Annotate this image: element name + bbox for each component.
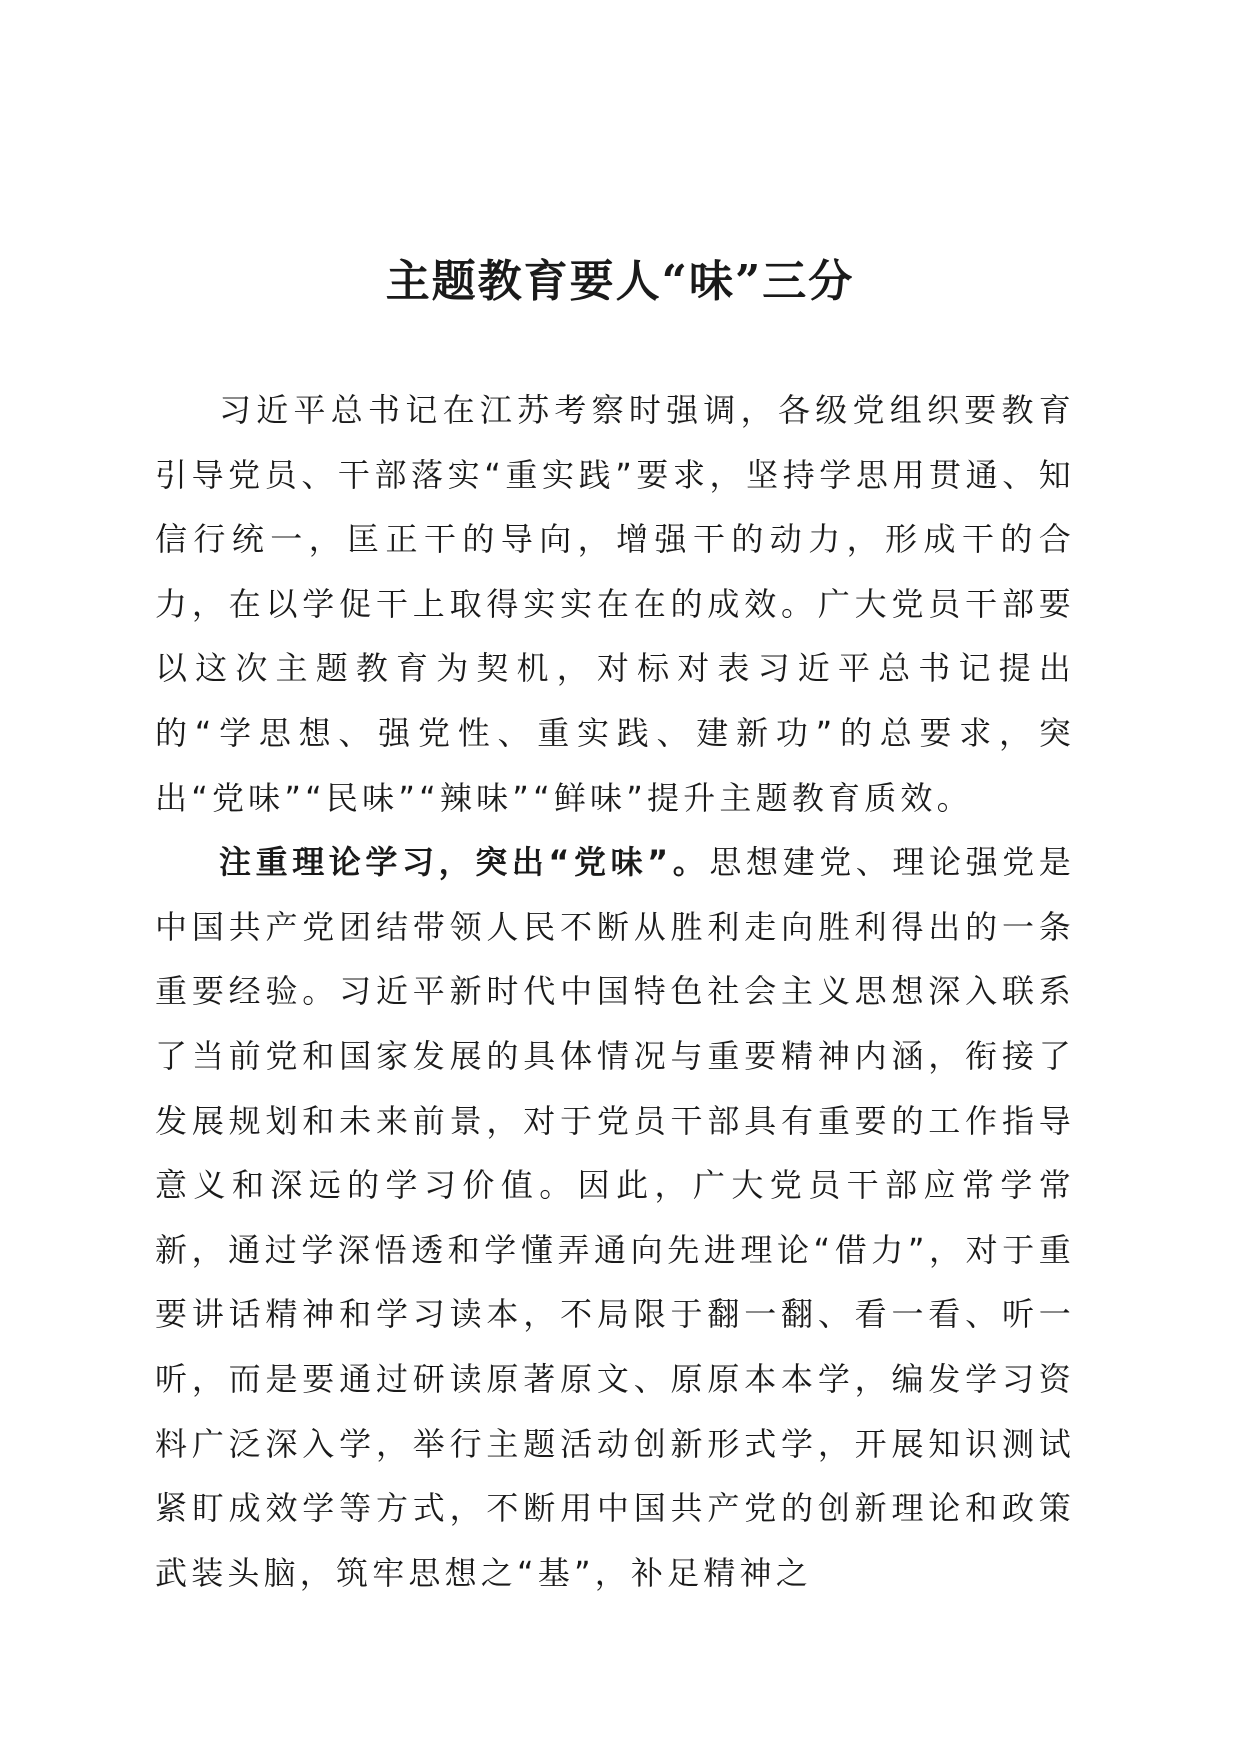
paragraph-text: 思想建党、理论强党是中国共产党团结带领人民不断从胜利走向胜利得出的一条重要经验。习近平新时代中国特色社会主义思想深入联系了当前党和国家发展的具体情况与重要精神内涵，衔接了发展规划和未来前景，对于党员干部具有重要的工作指导意义和深远的学习价值。因此，广大党员干部应常学常新，通过学深悟透和学懂弄通向先进理论“借力”，对于重要讲话精神和学习读本，不局限于翻一翻、看一看、听一听，而是要通过研读原著原文、原原本本学，编发学习资料广泛深入学，举行主题活动创新形式学，开展知识测试紧盯成效学等方式，不断用中国共产党的创新理论和政策武装头脑，筑牢思想之“基”，补足精神之	[155, 843, 1075, 1592]
paragraph-lead-heading: 注重理论学习，突出“党味”。	[219, 843, 710, 882]
document-title: 主题教育要人“味”三分	[385, 256, 855, 307]
paragraph-intro	[155, 378, 1075, 830]
paragraph-party-flavor	[155, 830, 1075, 1605]
document-body	[155, 378, 1075, 1605]
paragraph-text: 习近平总书记在江苏考察时强调，各级党组织要教育引导党员、干部落实“重实践”要求，坚持学思用贯通、知信行统一，匡正干的导向，增强干的动力，形成干的合力，在以学促干上取得实实在在的成效。广大党员干部要以这次主题教育为契机，对标对表习近平总书记提出的“学思想、强党性、重实践、建新功”的总要求，突出“党味”“民味”“辣味”“鲜味”提升主题教育质效。	[155, 391, 1075, 817]
